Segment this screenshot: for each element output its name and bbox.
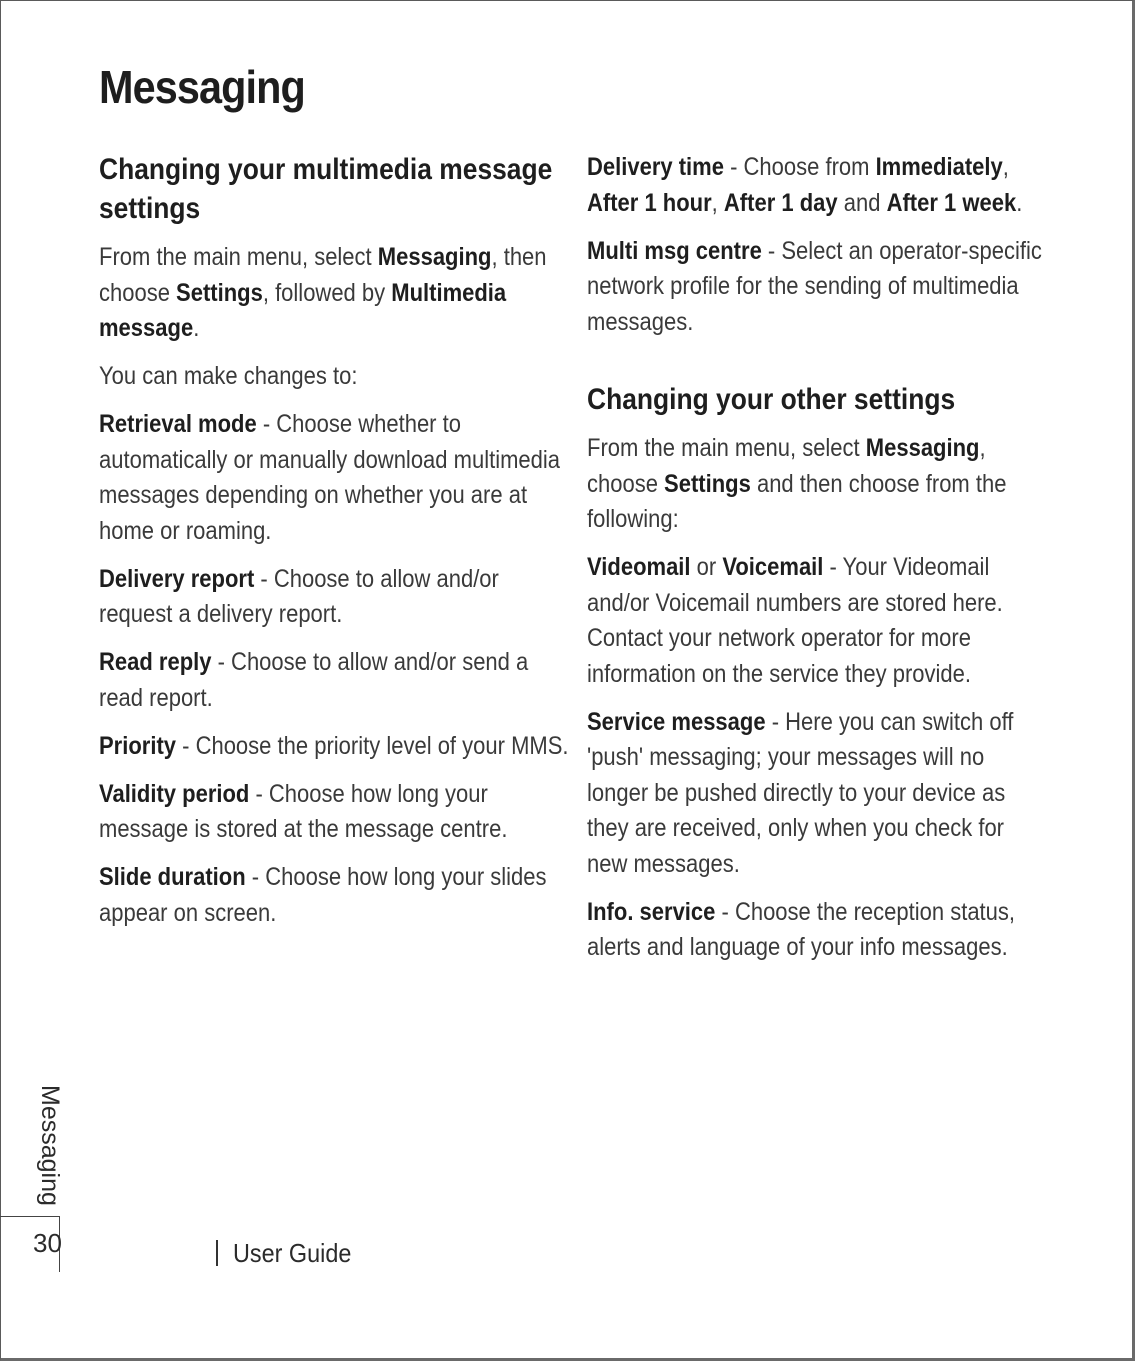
side-tab xyxy=(30,1085,64,1205)
setting-info-service: Info. service - Choose the reception status, alerts and language of your info messages. xyxy=(587,897,1016,961)
multimedia-intro: From the main menu, select Messaging, then choose Settings, followed by Multimedia message. xyxy=(99,243,547,342)
setting-delivery-time: Delivery time - Choose from Immediately, After 1 hour, After 1 day and After 1 week. xyxy=(587,153,1023,217)
other-settings-intro: From the main menu, select Messaging, choose Settings and then choose from the following: xyxy=(587,434,1007,533)
setting-retrieval-mode: Retrieval mode - Choose whether to automatically or manually download multimedia messages depending on whether you are at home or roaming. xyxy=(99,410,561,545)
side-divider xyxy=(0,1216,60,1217)
left-column xyxy=(99,150,569,944)
page-title: Messaging xyxy=(99,61,305,113)
section-heading-other-settings: Changing your other settings xyxy=(587,383,956,416)
page-number: 30 xyxy=(33,1228,62,1258)
setting-read-reply: Read reply - Choose to allow and/or send a read report. xyxy=(99,648,529,712)
setting-slide-duration: Slide duration - Choose how long your slides appear on screen. xyxy=(99,863,547,927)
setting-multi-msg-centre: Multi msg centre - Select an operator-specific network profile for the sending of multimedia messages. xyxy=(587,236,1042,336)
setting-validity-period: Validity period - Choose how long your message is stored at the message centre. xyxy=(99,779,508,843)
setting-service-message: Service message - Here you can switch off 'push' messaging; your messages will no longer be pushed directly to your device as they are received, only when you check for new messages. xyxy=(587,707,1014,878)
multimedia-lead: You can make changes to: xyxy=(99,362,358,390)
setting-videomail-voicemail: Videomail or Voicemail - Your Videomail and/or Voicemail numbers are stored here. Contact your network operator for more information on the service they provide. xyxy=(587,553,1003,688)
section-heading-multimedia: Changing your multimedia message settings xyxy=(99,153,553,225)
footer-separator xyxy=(216,1240,218,1266)
setting-delivery-report: Delivery report - Choose to allow and/or request a delivery report. xyxy=(99,564,499,628)
footer-label: User Guide xyxy=(233,1238,352,1268)
right-column xyxy=(587,150,1047,978)
setting-priority: Priority - Choose the priority level of your MMS. xyxy=(99,731,569,760)
side-tab-label: Messaging xyxy=(36,1085,64,1206)
